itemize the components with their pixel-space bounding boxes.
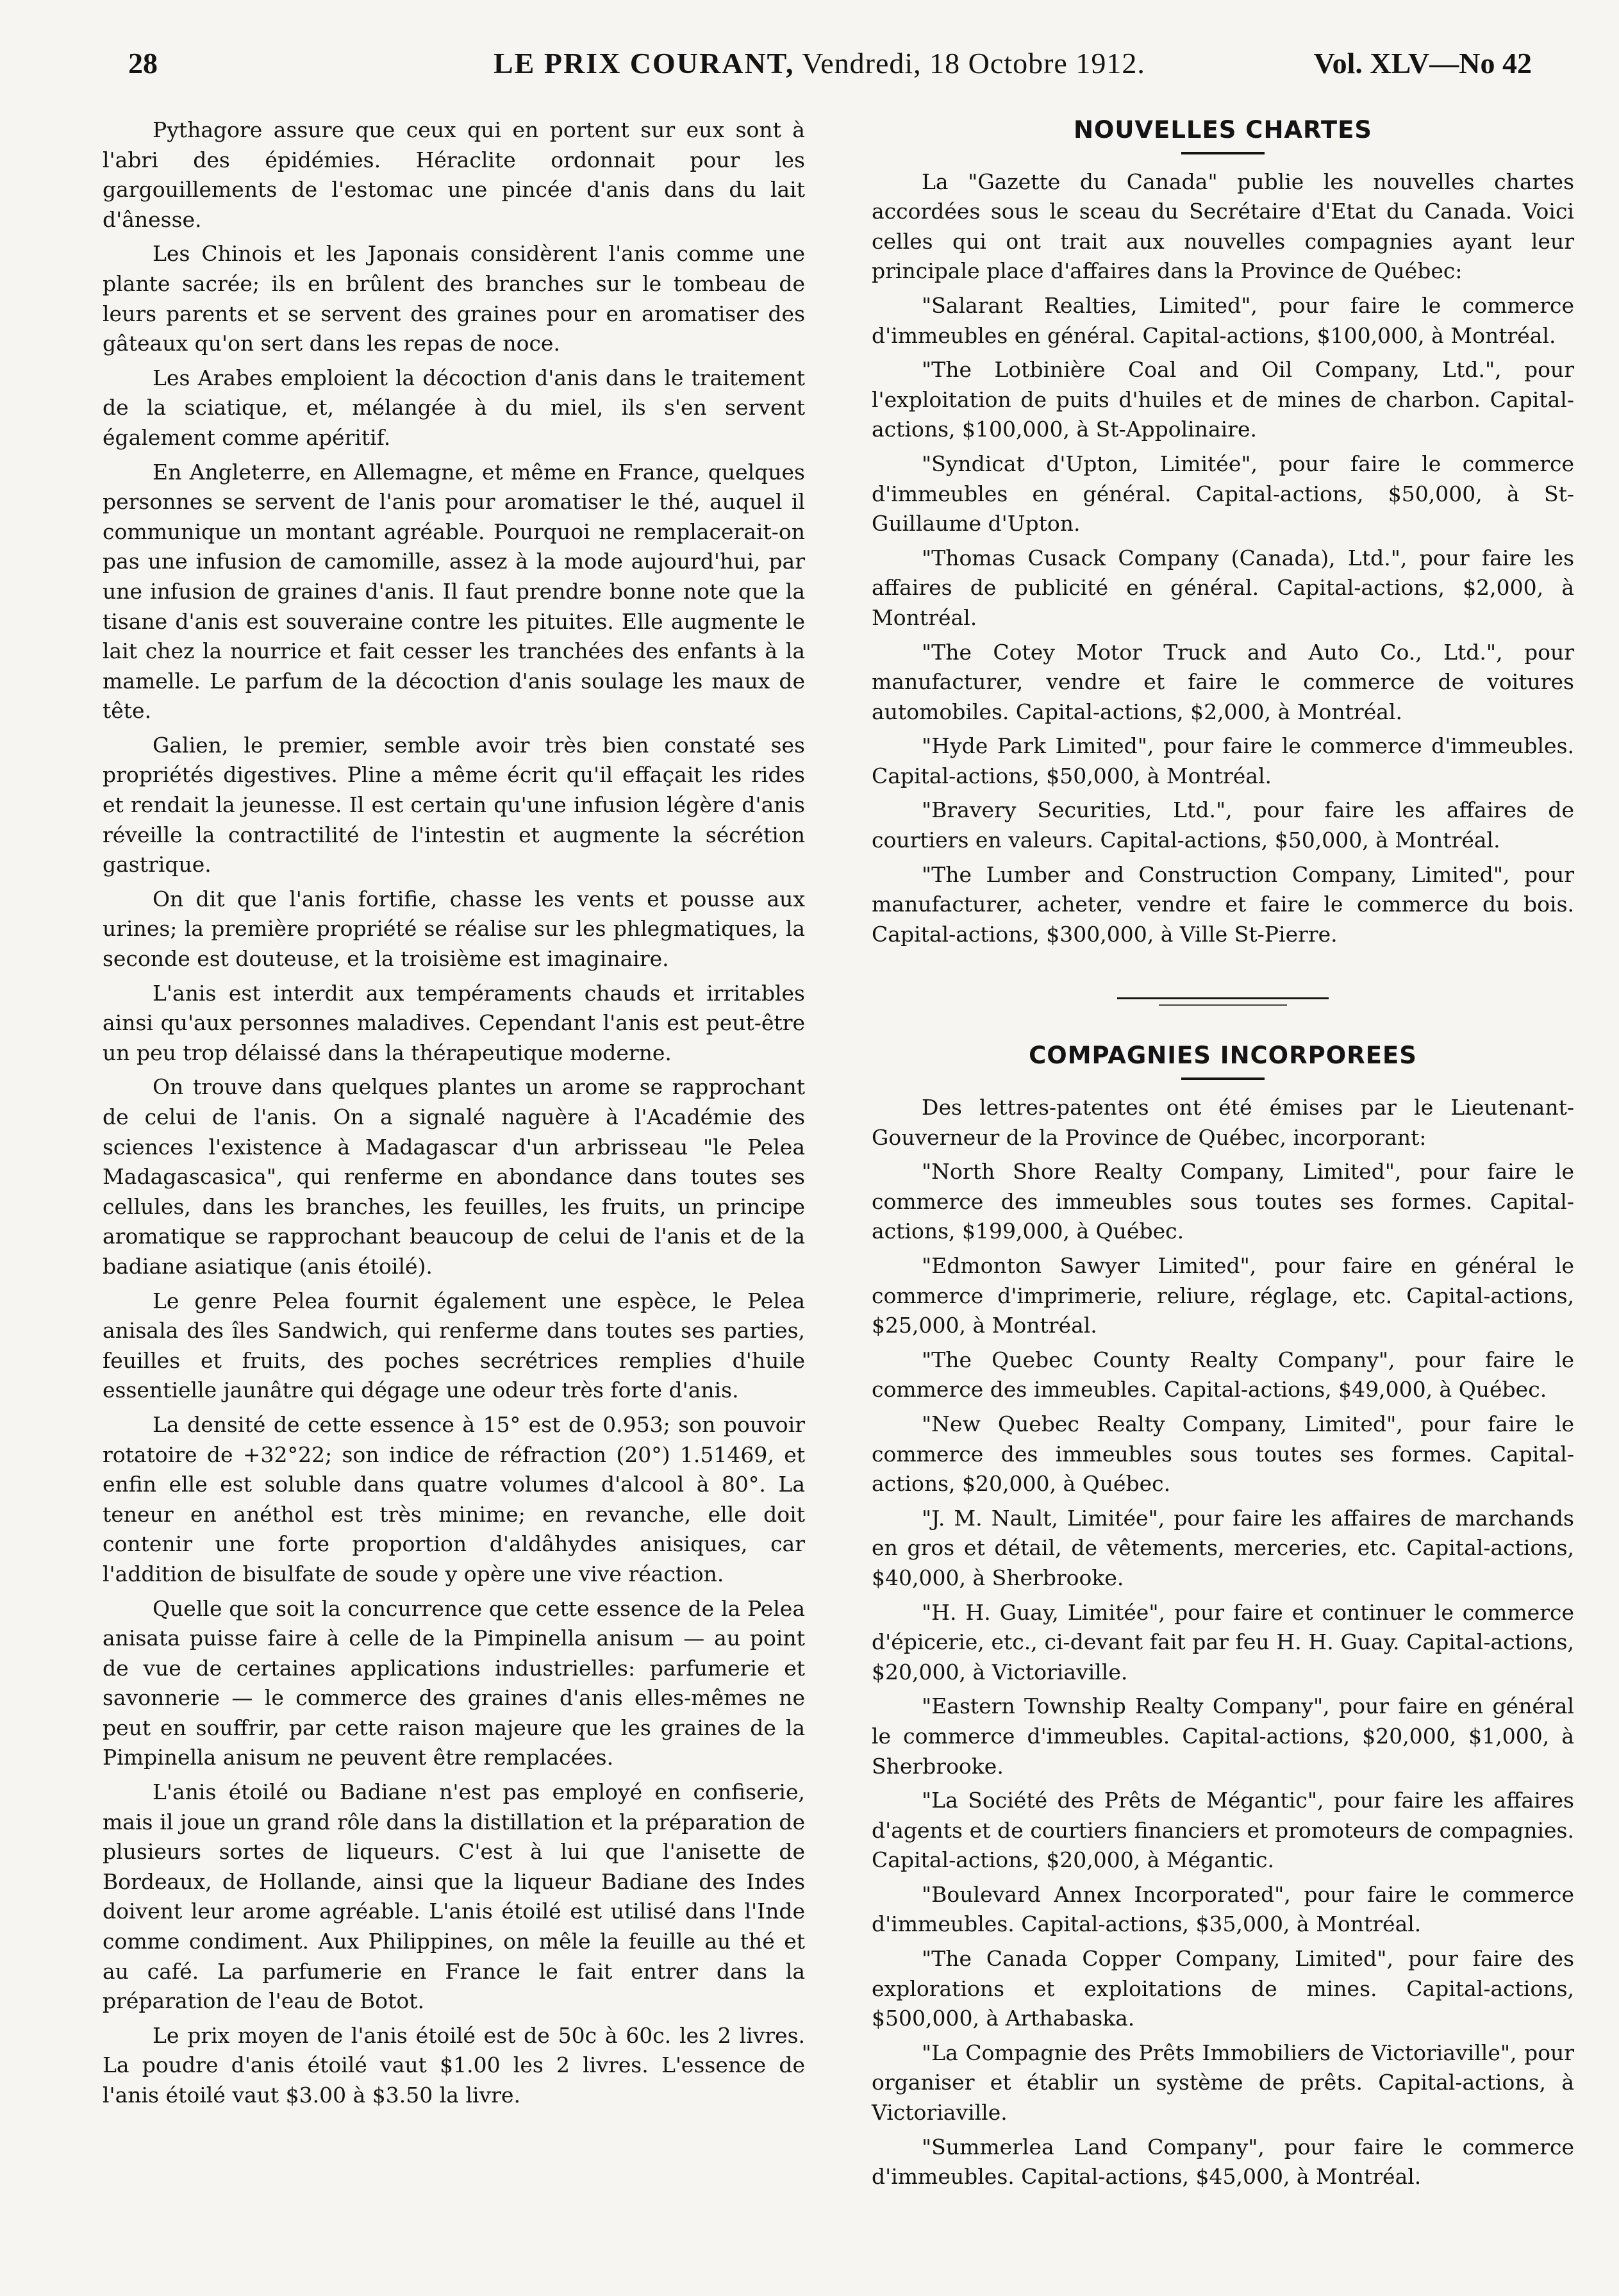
masthead bbox=[494, 46, 1145, 80]
charter-entry: "The Lotbinière Coal and Oil Company, Ltd.", pour l'exploitation de puits d'huiles et de mines de charbon. Capital-actions, $100,000, à St-Appolinaire. bbox=[872, 357, 1574, 442]
paragraph: Quelle que soit la concurrence que cette essence de la Pelea anisata puisse faire à celle de la Pimpinella anisum — au point de vue de certaines applications industrielles: parfumerie et savonnerie — le commerce des graines d'anis elles-mêmes ne peut en souffrir, par cette raison majeure que les graines de la Pimpinella anisum ne peuvent être remplacées. bbox=[103, 1595, 805, 1770]
right-column bbox=[872, 115, 1574, 2197]
paragraph: On trouve dans quelques plantes un arome se rapprochant de celui de l'anis. On a signalé naguère à l'Académie des sciences l'existence à Madagascar d'un arbrisseau "le Pelea Madagascasica", qui renferme en abondance dans toutes ses cellules, dans les branches, les feuilles, les fruits, un principe aromatique se rapprochant beaucoup de celui de l'anis et de la badiane asiatique (anis étoilé). bbox=[103, 1074, 805, 1279]
paragraph: Des lettres-patentes ont été émises par le Lieutenant-Gouverneur de la Province de Québec, incorporant: bbox=[872, 1095, 1574, 1150]
incorporation-entry: "The Quebec County Realty Company", pour faire le commerce des immeubles. Capital-actions, $49,000, à Québec. bbox=[872, 1347, 1574, 1402]
paragraph: Pythagore assure que ceux qui en portent sur eux sont à l'abri des épidémies. Héraclite ordonnait pour les gargouillements de l'estomac une pincée d'anis dans du lait d'ânesse. bbox=[103, 117, 805, 232]
incorporation-entry: "North Shore Realty Company, Limited", pour faire le commerce des immeubles sous toutes ses formes. Capital-actions, $199,000, à Québec. bbox=[872, 1159, 1574, 1244]
page-number: 28 bbox=[128, 47, 158, 79]
section-heading-compagnies-incorporees: COMPAGNIES INCORPOREES bbox=[1029, 1042, 1417, 1070]
left-column bbox=[103, 115, 805, 2115]
section-divider bbox=[1117, 997, 1329, 999]
section-heading-nouvelles-chartes: NOUVELLES CHARTES bbox=[1073, 116, 1373, 144]
incorporation-entry: "Edmonton Sawyer Limited", pour faire en général le commerce d'imprimerie, reliure, réglage, etc. Capital-actions, $25,000, à Montréal. bbox=[872, 1253, 1574, 1338]
incorporation-entry: "New Quebec Realty Company, Limited", pour faire le commerce des immeubles sous toutes ses formes. Capital-actions, $20,000, à Québec. bbox=[872, 1411, 1574, 1497]
incorporation-entry: "La Compagnie des Prêts Immobiliers de Victoriaville", pour organiser et établir un système de prêts. Capital-actions, à Victoriaville. bbox=[872, 2040, 1574, 2125]
paragraph: Les Chinois et les Japonais considèrent l'anis comme une plante sacrée; ils en brûlent des branches sur le tombeau de leurs parents et se servent des graines pour en aromatiser des gâteaux qu'on sert dans les repas de noce. bbox=[103, 241, 805, 356]
paragraph: Les Arabes emploient la décoction d'anis dans le traitement de la sciatique, et, mélangée à du miel, ils s'en servent également comme apéritif. bbox=[103, 365, 805, 450]
incorporation-entry: "Eastern Township Realty Company", pour faire en général le commerce d'immeubles. Capital-actions, $20,000, $1,000, à Sherbrooke. bbox=[872, 1693, 1574, 1779]
charter-entry: "Hyde Park Limited", pour faire le commerce d'immeubles. Capital-actions, $50,000, à Montréal. bbox=[872, 733, 1574, 788]
section-divider-thin bbox=[1159, 1004, 1287, 1006]
paragraph: Le prix moyen de l'anis étoilé est de 50c à 60c. les 2 livres. La poudre d'anis étoilé vaut $1.00 les 2 livres. L'essence de l'anis étoilé vaut $3.00 à $3.50 la livre. bbox=[103, 2022, 805, 2108]
volume-number: Vol. XLV—No 42 bbox=[1313, 47, 1532, 79]
charter-entry: "Thomas Cusack Company (Canada), Ltd.", pour faire les affaires de publicité en général. Capital-actions, $2,000, à Montréal. bbox=[872, 545, 1574, 630]
charter-entry: "Syndicat d'Upton, Limitée", pour faire le commerce d'immeubles en général. Capital-actions, $50,000, à St-Guillaume d'Upton. bbox=[872, 451, 1574, 537]
paragraph: L'anis étoilé ou Badiane n'est pas employé en confiserie, mais il joue un grand rôle dans la distillation et la préparation de plusieurs sortes de liqueurs. C'est à lui que l'anisette de Bordeaux, de Hollande, ainsi que la liqueur Badiane des Indes doivent leur arome agréable. L'anis étoilé est utilisé dans l'Inde comme condiment. Aux Philippines, on mêle la feuille au thé et au café. La parfumerie en France le fait entrer dans la préparation de l'eau de Botot. bbox=[103, 1779, 805, 2014]
charter-entry: "The Lumber and Construction Company, Limited", pour manufacturer, acheter, vendre et faire le commerce du bois. Capital-actions, $300,000, à Ville St-Pierre. bbox=[872, 861, 1574, 947]
paragraph: Galien, le premier, semble avoir très bien constaté ses propriétés digestives. Pline a même écrit qu'il effaçait les rides et rendait la jeunesse. Il est certain qu'une infusion légère d'anis réveille la contractilité de l'intestin et augmente la sécrétion gastrique. bbox=[103, 732, 805, 878]
paragraph: Le genre Pelea fournit également une espèce, le Pelea anisala des îles Sandwich, qui renferme dans toutes ses parties, feuilles et fruits, des poches secrétrices remplies d'huile essentielle jaunâtre qui dégage une odeur très forte d'anis. bbox=[103, 1288, 805, 1403]
incorporation-entry: "Summerlea Land Company", pour faire le commerce d'immeubles. Capital-actions, $45,000, à Montréal. bbox=[872, 2134, 1574, 2190]
incorporation-entry: "La Société des Prêts de Mégantic", pour faire les affaires d'agents et de courtiers financiers et promoteurs de compagnies. Capital-actions, $20,000, à Mégantic. bbox=[872, 1788, 1574, 1873]
incorporation-entry: "Boulevard Annex Incorporated", pour faire le commerce d'immeubles. Capital-actions, $35,000, à Montréal. bbox=[872, 1881, 1574, 1937]
masthead-date: Vendredi, 18 Octobre 1912. bbox=[802, 47, 1145, 79]
incorporation-entry: "J. M. Nault, Limitée", pour faire les affaires de marchands en gros et détail, de vêtements, merceries, etc. Capital-actions, $40,000, à Sherbrooke. bbox=[872, 1505, 1574, 1590]
paragraph: La "Gazette du Canada" publie les nouvelles chartes accordées sous le sceau du Secrétaire d'Etat du Canada. Voici celles qui ont trait aux nouvelles compagnies ayant leur principale place d'affaires dans la Province de Québec: bbox=[872, 169, 1574, 284]
incorporation-entry: "The Canada Copper Company, Limited", pour faire des explorations et exploitations de mines. Capital-actions, $500,000, à Arthabaska. bbox=[872, 1946, 1574, 2031]
heading-rule bbox=[1181, 152, 1265, 154]
charter-entry: "Salarant Realties, Limited", pour faire le commerce d'immeubles en général. Capital-actions, $100,000, à Montréal. bbox=[872, 292, 1574, 348]
masthead-title: LE PRIX COURANT, bbox=[494, 47, 795, 79]
heading-rule bbox=[1181, 1077, 1265, 1080]
charter-entry: "The Cotey Motor Truck and Auto Co., Ltd.", pour manufacturer, vendre et faire le commerce de voitures automobiles. Capital-actions, $2,000, à Montréal. bbox=[872, 639, 1574, 724]
paragraph: L'anis est interdit aux tempéraments chauds et irritables ainsi qu'aux personnes maladives. Cependant l'anis est peut-être un peu trop délaissé dans la thérapeutique moderne. bbox=[103, 980, 805, 1065]
incorporation-entry: "H. H. Guay, Limitée", pour faire et continuer le commerce d'épicerie, etc., ci-devant fait par feu H. H. Guay. Capital-actions, $20,000, à Victoriaville. bbox=[872, 1599, 1574, 1685]
paragraph: On dit que l'anis fortifie, chasse les vents et pousse aux urines; la première propriété se réalise sur les phlegmatiques, la seconde est douteuse, et la troisième est imaginaire. bbox=[103, 886, 805, 972]
charter-entry: "Bravery Securities, Ltd.", pour faire les affaires de courtiers en valeurs. Capital-actions, $50,000, à Montréal. bbox=[872, 797, 1574, 853]
page-header bbox=[128, 46, 1532, 91]
paragraph: En Angleterre, en Allemagne, et même en France, quelques personnes se servent de l'anis pour aromatiser le thé, auquel il communique un montant agréable. Pourquoi ne remplacerait-on pas une infusion de camomille, assez à la mode aujourd'hui, par une infusion de graines d'anis. Il faut prendre bonne note que la tisane d'anis est souveraine contre les pituites. Elle augmente le lait chez la nourrice et fait cesser les tranchées des enfants à la mamelle. Le parfum de la décoction d'anis soulage les maux de tête. bbox=[103, 459, 805, 724]
paragraph: La densité de cette essence à 15° est de 0.953; son pouvoir rotatoire de +32°22; son indice de réfraction (20°) 1.51469, et enfin elle est soluble dans quatre volumes d'alcool à 80°. La teneur en anéthol est très minime; en revanche, elle doit contenir une forte proportion d'aldâhydes anisiques, car l'addition de bisulfate de soude y opère une vive réaction. bbox=[103, 1411, 805, 1586]
